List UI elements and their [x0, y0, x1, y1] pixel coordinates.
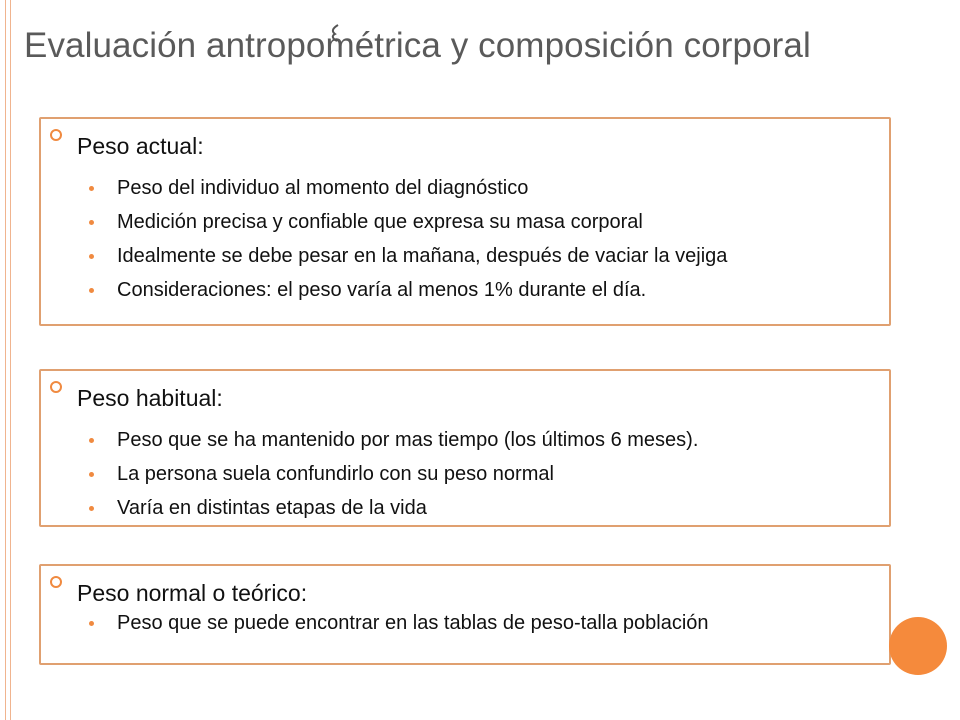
bullet-list: [89, 171, 727, 307]
dot-bullet-icon: [89, 186, 94, 191]
list-item: [89, 491, 698, 525]
left-margin-line-inner: [10, 0, 11, 720]
list-item-text: Consideraciones: el peso varía al menos 1% durante el día.: [117, 279, 647, 301]
ring-bullet-icon: [50, 129, 62, 141]
section-peso-actual: [39, 117, 891, 326]
orange-circle-decoration: [889, 617, 947, 675]
list-item-text: Medición precisa y confiable que expresa su masa corporal: [117, 211, 643, 233]
slide-title: Evaluación antropométrica y composición corporal: [24, 26, 811, 65]
list-item: [89, 205, 727, 239]
ring-bullet-icon: [50, 381, 62, 393]
section-peso-normal: [39, 564, 891, 665]
dot-bullet-icon: [89, 472, 94, 477]
list-item: [89, 606, 709, 640]
section-heading: Peso habitual:: [77, 385, 223, 411]
bullet-list: [89, 606, 709, 640]
left-margin-line: [5, 0, 6, 720]
dot-bullet-icon: [89, 438, 94, 443]
list-item: [89, 239, 727, 273]
list-item: [89, 171, 727, 205]
bullet-list: [89, 423, 698, 525]
dot-bullet-icon: [89, 220, 94, 225]
section-heading: Peso actual:: [77, 133, 204, 159]
dot-bullet-icon: [89, 254, 94, 259]
list-item-text: Peso del individuo al momento del diagnóstico: [117, 177, 529, 199]
dot-bullet-icon: [89, 506, 94, 511]
list-item: [89, 457, 698, 491]
list-item-text: La persona suela confundirlo con su peso normal: [117, 463, 554, 485]
list-item-text: Peso que se ha mantenido por mas tiempo (los últimos 6 meses).: [117, 429, 699, 451]
section-peso-habitual: [39, 369, 891, 527]
dot-bullet-icon: [89, 621, 94, 626]
section-heading: Peso normal o teórico:: [77, 580, 308, 606]
list-item-text: Varía en distintas etapas de la vida: [117, 497, 427, 519]
list-item: [89, 273, 727, 307]
mouse-cursor-icon: [325, 22, 345, 46]
ring-bullet-icon: [50, 576, 62, 588]
list-item-text: Peso que se puede encontrar en las tablas de peso-talla población: [117, 612, 709, 634]
dot-bullet-icon: [89, 288, 94, 293]
list-item-text: Idealmente se debe pesar en la mañana, después de vaciar la vejiga: [117, 245, 728, 267]
list-item: [89, 423, 698, 457]
